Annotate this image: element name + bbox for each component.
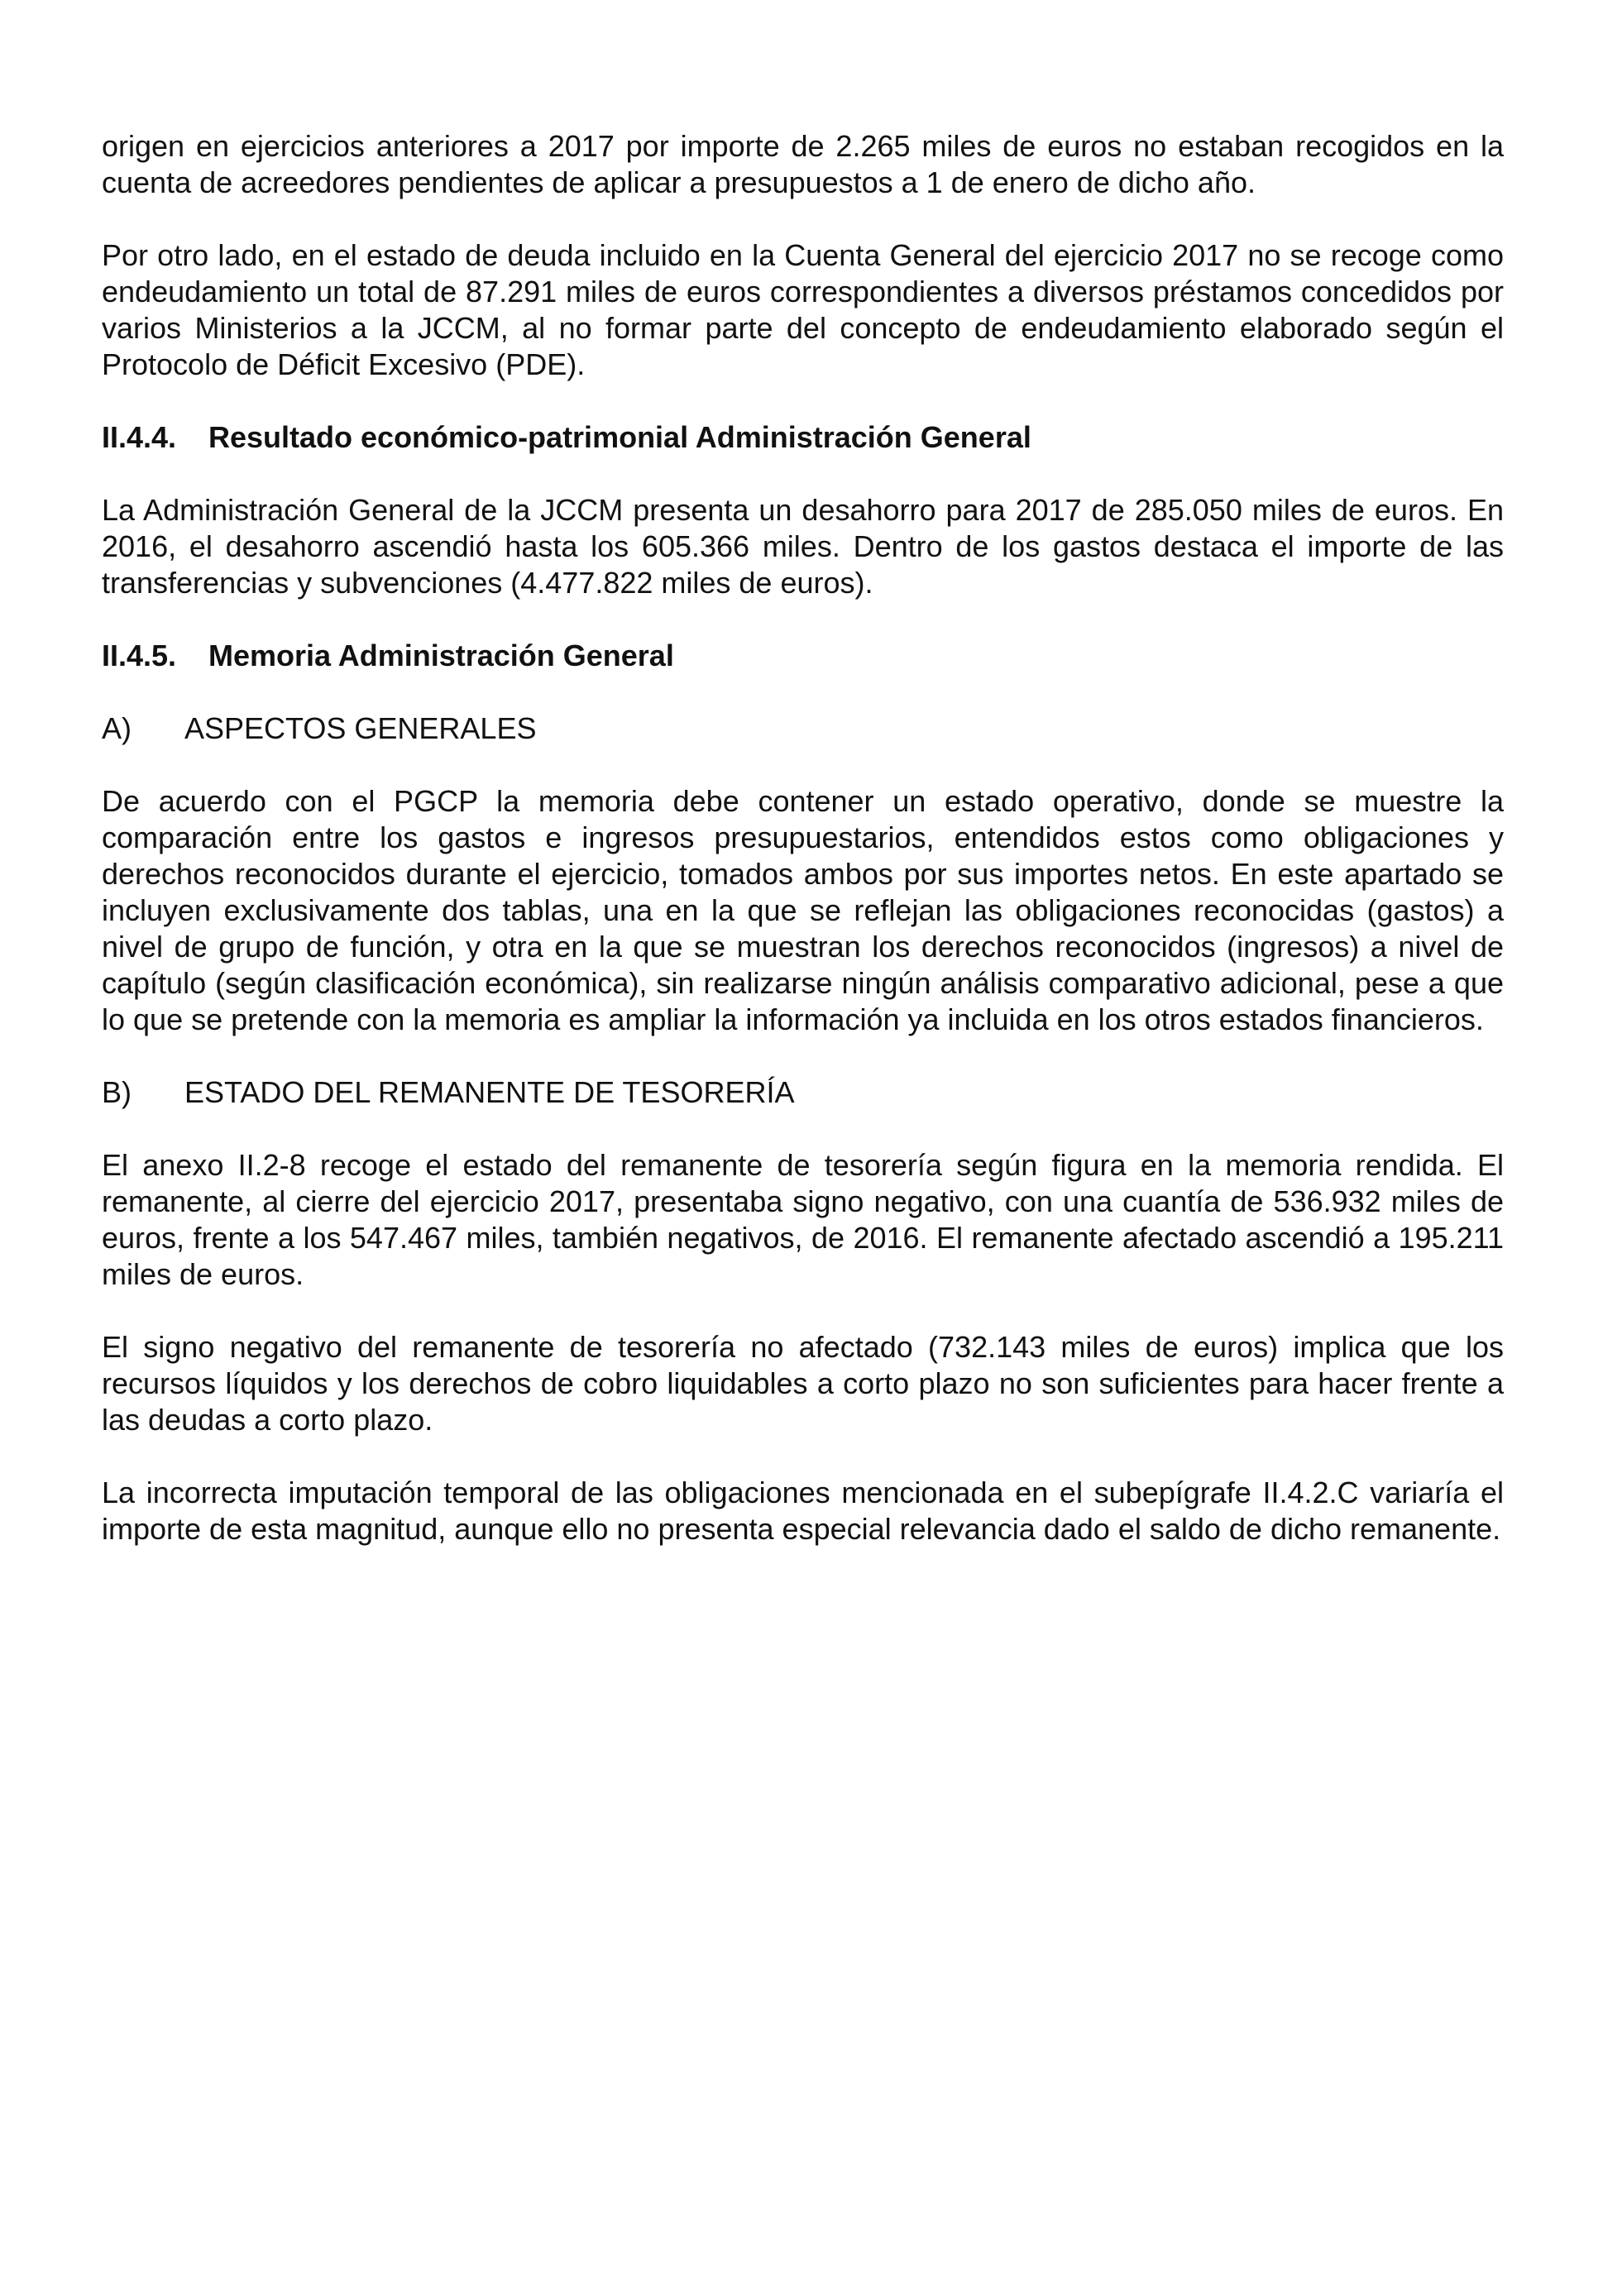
section-title: Resultado económico-patrimonial Administración General (208, 420, 1031, 454)
subheading-letter: A) (102, 711, 132, 745)
section-heading-resultado (102, 419, 1504, 456)
subheading-title: ESTADO DEL REMANENTE DE TESORERÍA (184, 1075, 795, 1109)
paragraph-imputacion-temporal: La incorrecta imputación temporal de las obligaciones mencionada en el subepígrafe II.4.2.C variaría el importe de esta magnitud, aunque ello no presenta especial relevancia dado el saldo de dicho remanente. (102, 1476, 1504, 1546)
subheading-aspectos-generales (102, 710, 1504, 747)
section-heading-memoria (102, 638, 1504, 674)
paragraph-pgcp-memoria: De acuerdo con el PGCP la memoria debe contener un estado operativo, donde se muestre la comparación entre los gastos e ingresos presupuestarios, entendidos estos como obligaciones y derechos reconocidos durante el ejercicio, tomados ambos por sus importes netos. En este apartado se incluyen exclusivamente dos tablas, una en la que se reflejan las obligaciones reconocidas (gastos) a nivel de grupo de función, y otra en la que se muestran los derechos reconocidos (ingresos) a nivel de capítulo (según clasificación económica), sin realizarse ningún análisis comparativo adicional, pese a que lo que se pretende con la memoria es ampliar la información ya incluida en los otros estados financieros. (102, 784, 1504, 1036)
section-number: II.4.5. (102, 639, 177, 672)
section-title: Memoria Administración General (208, 639, 674, 672)
paragraph-carryover: origen en ejercicios anteriores a 2017 por importe de 2.265 miles de euros no estaban recogidos en la cuenta de acreedores pendientes de aplicar a presupuestos a 1 de enero de dicho año. (102, 129, 1504, 199)
paragraph-signo-negativo: El signo negativo del remanente de tesorería no afectado (732.143 miles de euros) implica que los recursos líquidos y los derechos de cobro liquidables a corto plazo no son suficientes para hacer frente a las deudas a corto plazo. (102, 1330, 1504, 1437)
subheading-title: ASPECTOS GENERALES (184, 711, 537, 745)
document-page (102, 128, 1504, 1584)
paragraph-desahorro: La Administración General de la JCCM presenta un desahorro para 2017 de 285.050 miles de euros. En 2016, el desahorro ascendió hasta los 605.366 miles. Dentro de los gastos destaca el importe de las transferencias y subvenciones (4.477.822 miles de euros). (102, 493, 1504, 600)
subheading-remanente-tesoreria (102, 1074, 1504, 1111)
subheading-letter: B) (102, 1075, 132, 1109)
paragraph-anexo-remanente: El anexo II.2-8 recoge el estado del remanente de tesorería según figura en la memoria rendida. El remanente, al cierre del ejercicio 2017, presentaba signo negativo, con una cuantía de 536.932 miles de euros, frente a los 547.467 miles, también negativos, de 2016. El remanente afectado ascendió a 195.211 miles de euros. (102, 1148, 1504, 1291)
paragraph-debt-state: Por otro lado, en el estado de deuda incluido en la Cuenta General del ejercicio 2017 no se recoge como endeudamiento un total de 87.291 miles de euros correspondientes a diversos préstamos concedidos por varios Ministerios a la JCCM, al no formar parte del concepto de endeudamiento elaborado según el Protocolo de Déficit Excesivo (PDE). (102, 238, 1504, 381)
section-number: II.4.4. (102, 420, 177, 454)
